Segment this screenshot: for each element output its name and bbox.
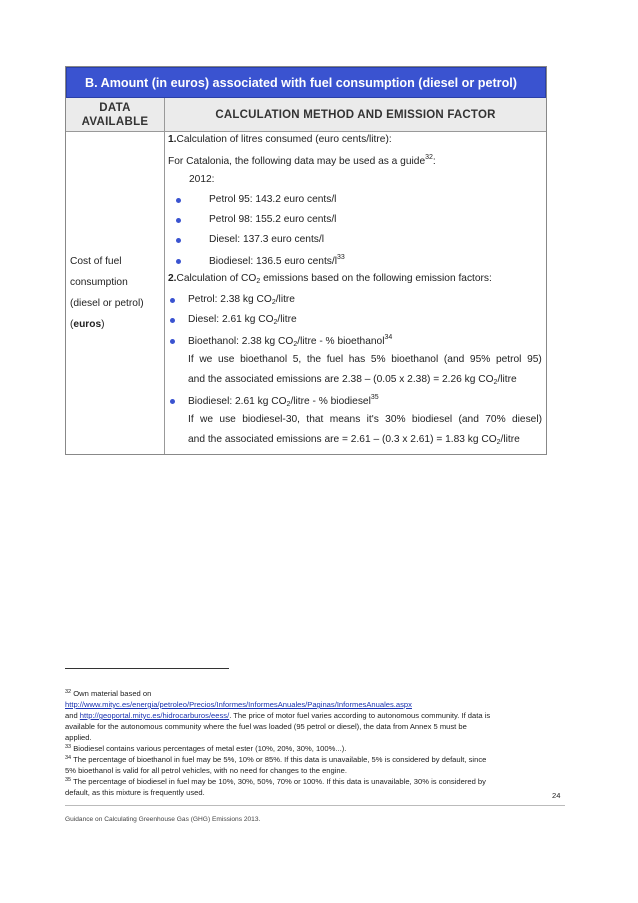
bioethanol-example-post: /litre (497, 374, 517, 385)
bioethanol-example-word: use (217, 354, 235, 365)
step1-number: 1. (168, 134, 177, 145)
data-available-cell (66, 132, 165, 454)
table-title: B. Amount (in euros) associated with fuel consumption (diesel or petrol) (66, 67, 546, 98)
biodiesel-example-word: that (306, 414, 324, 425)
step2-sub: 2 (256, 278, 261, 285)
step1-text: Calculation of litres consumed (euro cents/litre): (176, 134, 392, 145)
catalonia-line (168, 154, 436, 167)
left-cell-text (70, 251, 162, 335)
biodiesel-example-word: it's (366, 414, 379, 425)
paren-close: ) (101, 319, 105, 330)
bioethanol-example-word: bioethanol (240, 354, 288, 365)
step2-post: emissions based on the following emission factors: (260, 273, 492, 284)
price-biodiesel-line (209, 254, 345, 267)
factor-bioethanol-sub: 2 (293, 341, 298, 348)
footnote-32-line2 (65, 699, 565, 710)
bioethanol-example-word: the (306, 354, 322, 365)
step2-pre: Calculation of CO (176, 273, 257, 284)
year-label: 2012: (189, 174, 215, 185)
bioethanol-example-word: 95% (469, 354, 491, 365)
footnote-34-line1 (65, 753, 565, 765)
mityc-prices-link[interactable]: http://www.mityc.es/energia/petroleo/Precios/Informes/InformesAnuales/Paginas/InformesAnuales.aspx (65, 700, 412, 709)
biodiesel-example-word: biodiesel (411, 414, 453, 425)
biodiesel-example-word: use (219, 414, 236, 425)
geoportal-link[interactable]: http://geoportal.mityc.es/hidrocarburos/eess/ (79, 711, 230, 720)
price-petrol-95: Petrol 95: 143.2 euro cents/l (209, 194, 337, 205)
biodiesel-example-line1 (188, 414, 542, 425)
bioethanol-example-sub: 2 (493, 379, 498, 386)
factor-bioethanol-pre: Bioethanol: 2.38 kg CO (188, 336, 294, 347)
bioethanol-example-word: petrol (495, 354, 522, 365)
bioethanol-example-line2 (188, 374, 517, 386)
bioethanol-example-word: bioethanol (391, 354, 439, 365)
footnote-32-rest1: . The price of motor fuel varies according to autonomous community. If data is (229, 711, 491, 720)
price-diesel: Diesel: 137.3 euro cents/l (209, 234, 324, 245)
factor-biodiesel-post: /litre - % biodiesel (290, 396, 371, 407)
footnote-35-line1 (65, 775, 565, 787)
left-cell-line3: (diesel or petrol) (70, 298, 144, 309)
factor-petrol (188, 294, 295, 306)
biodiesel-example-word: we (200, 414, 214, 425)
bullet-icon (170, 339, 175, 344)
factor-diesel-pre: Diesel: 2.61 kg CO (188, 314, 274, 325)
bioethanol-example-word: has (348, 354, 366, 365)
unit-euros: euros (73, 319, 102, 330)
footnote-33-text: Biodiesel contains various percentages of metal ester (10%, 20%, 30%, 100%...). (71, 744, 347, 753)
biodiesel-example-word: 70% (485, 414, 506, 425)
page-number: 24 (552, 791, 561, 800)
bioethanol-example-word: (and (443, 354, 465, 365)
bullet-icon (170, 298, 175, 303)
price-petrol-98: Petrol 98: 155.2 euro cents/l (209, 214, 337, 225)
footnote-32-marker: 32 (65, 689, 72, 695)
header-left-line1: DATA (99, 102, 131, 114)
footer-separator (65, 805, 565, 806)
footnote-34-marker: 34 (65, 755, 72, 761)
header-data-available (66, 98, 165, 132)
footnote-ref-34: 34 (384, 334, 393, 341)
biodiesel-example-pre: and the associated emissions are = 2.61 – (0.3 x 2.61) = 1.83 kg CO (188, 434, 497, 445)
catalonia-text: For Catalonia, the following data may be used as a guide (168, 156, 426, 167)
bioethanol-example-pre: and the associated emissions are 2.38 – (0.05 x 2.38) = 2.26 kg CO (188, 374, 494, 385)
footnote-32-line3 (65, 710, 565, 721)
bioethanol-example-word: 5, (292, 354, 302, 365)
factor-biodiesel (188, 394, 379, 408)
left-cell-line2: consumption (70, 277, 128, 288)
factor-petrol-sub: 2 (271, 299, 276, 306)
factor-biodiesel-pre: Biodiesel: 2.61 kg CO (188, 396, 287, 407)
factor-diesel-post: /litre (277, 314, 297, 325)
footnote-32 (65, 687, 565, 743)
factor-petrol-pre: Petrol: 2.38 kg CO (188, 294, 272, 305)
step2-line (168, 273, 492, 285)
bioethanol-example-word: fuel (326, 354, 344, 365)
bullet-icon (176, 218, 181, 223)
fuel-cost-table (65, 66, 547, 455)
step2-number: 2. (168, 273, 177, 284)
footnote-35-text1: The percentage of biodiesel in fuel may be 10%, 30%, 50%, 70% or 100%. If this data is unavailable, 30% is considered by (71, 777, 486, 786)
bioethanol-example-word: we (199, 354, 213, 365)
footnote-33-marker: 33 (65, 744, 72, 750)
footnote-34-line2: 5% bioethanol is valid for all petrol vehicles, with no need for changes to the engine. (65, 766, 347, 775)
biodiesel-example-word: If (188, 414, 194, 425)
bullet-icon (176, 259, 181, 264)
header-left-line2: AVAILABLE (81, 116, 149, 128)
step1-line (168, 134, 392, 145)
footnote-separator (65, 668, 229, 669)
paren-open: ( (70, 319, 74, 330)
bullet-icon (170, 399, 175, 404)
factor-bioethanol-post: /litre - % bioethanol (297, 336, 385, 347)
factor-bioethanol (188, 334, 392, 348)
biodiesel-example-word: 30% (385, 414, 406, 425)
left-cell-line1: Cost of fuel (70, 256, 122, 267)
left-cell-line4 (70, 314, 162, 335)
footnote-34-text1: The percentage of bioethanol in fuel may be 5%, 10% or 85%. If this data is unavailable, 5% is considered by default, since (71, 755, 487, 764)
biodiesel-example-word: means (329, 414, 361, 425)
footnote-32-intro: Own material based on (71, 689, 152, 698)
footnote-35-marker: 35 (65, 777, 72, 783)
bioethanol-example-line1 (188, 354, 542, 365)
footnote-32-and: and (65, 711, 80, 720)
bioethanol-example-word: 95) (527, 354, 542, 365)
header-calculation-method: CALCULATION METHOD AND EMISSION FACTOR (165, 98, 546, 132)
footnote-34 (65, 753, 565, 776)
price-biodiesel: Biodiesel: 136.5 euro cents/l (209, 256, 337, 267)
footnote-35-line2: default, as this mixture is frequently used. (65, 788, 205, 797)
biodiesel-example-line2 (188, 434, 520, 446)
footnote-32-line4: available for the autonomous community where the fuel was loaded (95 petrol or diesel), the data from Annex 5 must be (65, 722, 467, 731)
bullet-icon (176, 238, 181, 243)
biodiesel-example-word: diesel) (511, 414, 542, 425)
biodiesel-example-sub: 2 (496, 439, 501, 446)
footer-text: Guidance on Calculating Greenhouse Gas (GHG) Emissions 2013. (65, 816, 261, 823)
footnote-ref-33: 33 (337, 254, 345, 261)
footnote-ref-35: 35 (370, 394, 379, 401)
footnote-32-line1 (65, 687, 565, 699)
biodiesel-example-word: (and (458, 414, 479, 425)
footnote-ref-32: 32 (425, 154, 433, 161)
bioethanol-example-word: If (188, 354, 194, 365)
footnote-32-line5: applied. (65, 733, 92, 742)
factor-petrol-post: /litre (275, 294, 295, 305)
factor-diesel-sub: 2 (273, 319, 278, 326)
factor-biodiesel-sub: 2 (286, 401, 291, 408)
biodiesel-example-post: /litre (500, 434, 520, 445)
bullet-icon (176, 198, 181, 203)
catalonia-colon: : (432, 156, 436, 167)
footnote-35 (65, 775, 565, 798)
bullet-icon (170, 318, 175, 323)
bioethanol-example-word: 5% (370, 354, 386, 365)
factor-diesel (188, 314, 297, 326)
biodiesel-example-word: biodiesel-30, (242, 414, 300, 425)
